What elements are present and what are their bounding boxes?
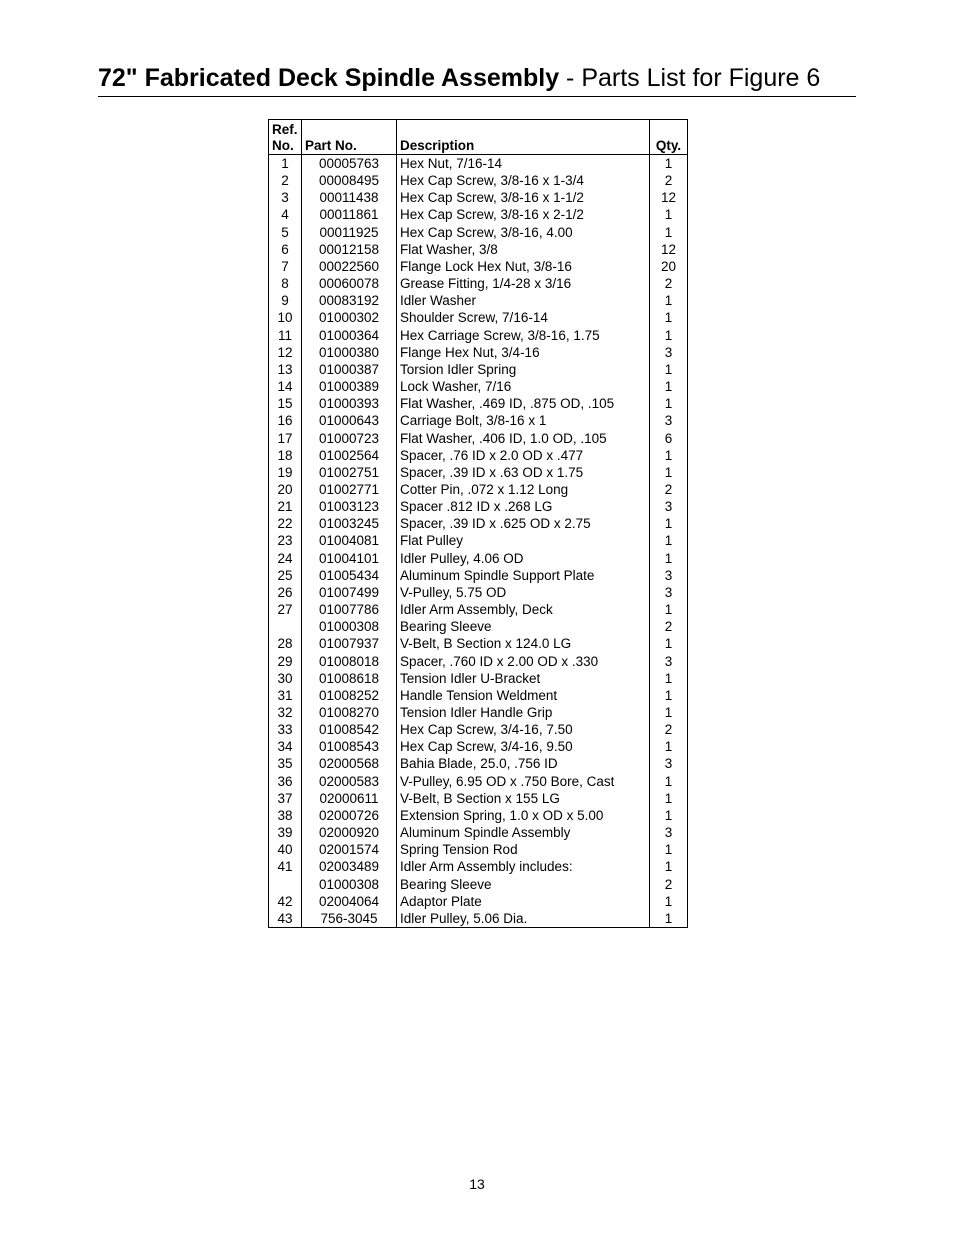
cell-ref-no: 9	[269, 292, 302, 309]
table-row	[269, 790, 688, 807]
cell-part-no: 00011861	[302, 206, 397, 223]
cell-description: Spacer, .39 ID x .625 OD x 2.75	[397, 515, 650, 532]
cell-description: Flat Washer, 3/8	[397, 241, 650, 258]
cell-qty: 1	[650, 395, 688, 412]
cell-ref-no: 10	[269, 309, 302, 326]
column-header-qty: Qty.	[650, 120, 688, 155]
cell-part-no: 01008270	[302, 704, 397, 721]
cell-qty: 1	[650, 292, 688, 309]
cell-part-no: 02000583	[302, 773, 397, 790]
cell-part-no: 01000308	[302, 876, 397, 893]
cell-ref-no: 34	[269, 738, 302, 755]
cell-part-no: 01007937	[302, 635, 397, 652]
cell-ref-no: 4	[269, 206, 302, 223]
cell-description: Idler Pulley, 5.06 Dia.	[397, 910, 650, 928]
table-row	[269, 635, 688, 652]
table-row	[269, 532, 688, 549]
table-row	[269, 412, 688, 429]
cell-ref-no: 1	[269, 155, 302, 173]
cell-description: Spring Tension Rod	[397, 841, 650, 858]
cell-description: Carriage Bolt, 3/8-16 x 1	[397, 412, 650, 429]
column-header-ref-line1: Ref.	[272, 122, 298, 137]
cell-ref-no: 19	[269, 464, 302, 481]
cell-qty: 3	[650, 412, 688, 429]
cell-part-no: 01008252	[302, 687, 397, 704]
table-row	[269, 841, 688, 858]
table-row	[269, 515, 688, 532]
table-row	[269, 206, 688, 223]
table-row	[269, 550, 688, 567]
page-number: 13	[469, 1176, 485, 1192]
table-row	[269, 876, 688, 893]
cell-qty: 1	[650, 807, 688, 824]
cell-part-no: 01002771	[302, 481, 397, 498]
cell-part-no: 01000643	[302, 412, 397, 429]
table-row	[269, 567, 688, 584]
cell-qty: 1	[650, 309, 688, 326]
cell-part-no: 01008542	[302, 721, 397, 738]
cell-description: Flat Pulley	[397, 532, 650, 549]
cell-description: Hex Cap Screw, 3/8-16, 4.00	[397, 224, 650, 241]
cell-part-no: 00022560	[302, 258, 397, 275]
column-header-part-no: Part No.	[302, 120, 397, 155]
table-row	[269, 155, 688, 173]
table-row	[269, 464, 688, 481]
cell-part-no: 02000920	[302, 824, 397, 841]
table-row	[269, 275, 688, 292]
cell-part-no: 01000387	[302, 361, 397, 378]
cell-description: Idler Washer	[397, 292, 650, 309]
table-row	[269, 704, 688, 721]
cell-qty: 20	[650, 258, 688, 275]
table-row	[269, 292, 688, 309]
table-row	[269, 584, 688, 601]
cell-qty: 1	[650, 841, 688, 858]
table-row	[269, 344, 688, 361]
cell-qty: 3	[650, 584, 688, 601]
cell-ref-no: 17	[269, 430, 302, 447]
cell-part-no: 01004081	[302, 532, 397, 549]
cell-part-no: 01000380	[302, 344, 397, 361]
cell-part-no: 02000568	[302, 755, 397, 772]
cell-part-no: 00011925	[302, 224, 397, 241]
cell-qty: 3	[650, 824, 688, 841]
cell-ref-no: 33	[269, 721, 302, 738]
cell-ref-no: 8	[269, 275, 302, 292]
cell-ref-no: 39	[269, 824, 302, 841]
cell-ref-no: 6	[269, 241, 302, 258]
cell-ref-no: 28	[269, 635, 302, 652]
cell-description: Idler Pulley, 4.06 OD	[397, 550, 650, 567]
cell-qty: 3	[650, 567, 688, 584]
page-title	[98, 62, 820, 94]
cell-ref-no: 41	[269, 858, 302, 875]
cell-ref-no: 27	[269, 601, 302, 618]
cell-part-no: 00060078	[302, 275, 397, 292]
table-row	[269, 447, 688, 464]
cell-ref-no: 12	[269, 344, 302, 361]
cell-qty: 2	[650, 172, 688, 189]
cell-ref-no: 40	[269, 841, 302, 858]
cell-qty: 1	[650, 687, 688, 704]
cell-description: Flange Hex Nut, 3/4-16	[397, 344, 650, 361]
cell-qty: 1	[650, 738, 688, 755]
cell-part-no: 01000389	[302, 378, 397, 395]
table-row	[269, 755, 688, 772]
cell-part-no: 02000726	[302, 807, 397, 824]
cell-qty: 1	[650, 773, 688, 790]
table-row	[269, 172, 688, 189]
cell-description: Spacer, .760 ID x 2.00 OD x .330	[397, 653, 650, 670]
cell-description: Spacer, .76 ID x 2.0 OD x .477	[397, 447, 650, 464]
cell-qty: 12	[650, 241, 688, 258]
table-row	[269, 361, 688, 378]
cell-qty: 3	[650, 755, 688, 772]
cell-description: Flange Lock Hex Nut, 3/8-16	[397, 258, 650, 275]
cell-description: V-Pulley, 6.95 OD x .750 Bore, Cast	[397, 773, 650, 790]
cell-ref-no: 21	[269, 498, 302, 515]
cell-qty: 1	[650, 532, 688, 549]
cell-qty: 3	[650, 498, 688, 515]
cell-qty: 2	[650, 618, 688, 635]
table-row	[269, 893, 688, 910]
page-title-bold: 72" Fabricated Deck Spindle Assembly	[98, 64, 560, 92]
cell-part-no: 01003245	[302, 515, 397, 532]
cell-description: Hex Nut, 7/16-14	[397, 155, 650, 173]
cell-ref-no: 29	[269, 653, 302, 670]
cell-part-no: 02001574	[302, 841, 397, 858]
cell-ref-no: 42	[269, 893, 302, 910]
table-row	[269, 910, 688, 928]
cell-ref-no: 14	[269, 378, 302, 395]
cell-qty: 1	[650, 858, 688, 875]
cell-ref-no: 37	[269, 790, 302, 807]
column-header-description: Description	[397, 120, 650, 155]
table-row	[269, 773, 688, 790]
table-header-row	[269, 120, 688, 155]
table-row	[269, 687, 688, 704]
cell-part-no: 01007786	[302, 601, 397, 618]
cell-qty: 1	[650, 447, 688, 464]
cell-description: Bearing Sleeve	[397, 876, 650, 893]
cell-qty: 1	[650, 327, 688, 344]
cell-ref-no: 22	[269, 515, 302, 532]
cell-qty: 2	[650, 721, 688, 738]
cell-part-no: 01000308	[302, 618, 397, 635]
cell-qty: 1	[650, 464, 688, 481]
table-row	[269, 258, 688, 275]
column-header-ref-no	[269, 120, 302, 155]
cell-qty: 1	[650, 893, 688, 910]
cell-ref-no	[269, 618, 302, 635]
cell-description: Handle Tension Weldment	[397, 687, 650, 704]
cell-qty: 1	[650, 155, 688, 173]
cell-qty: 1	[650, 790, 688, 807]
table-row	[269, 807, 688, 824]
cell-qty: 2	[650, 876, 688, 893]
cell-qty: 12	[650, 189, 688, 206]
table-row	[269, 858, 688, 875]
cell-ref-no: 13	[269, 361, 302, 378]
cell-description: Hex Cap Screw, 3/4-16, 7.50	[397, 721, 650, 738]
cell-ref-no: 18	[269, 447, 302, 464]
cell-description: Aluminum Spindle Assembly	[397, 824, 650, 841]
cell-qty: 1	[650, 704, 688, 721]
table-row	[269, 430, 688, 447]
cell-part-no: 01008018	[302, 653, 397, 670]
cell-qty: 1	[650, 601, 688, 618]
table-row	[269, 327, 688, 344]
cell-description: V-Belt, B Section x 155 LG	[397, 790, 650, 807]
table-row	[269, 738, 688, 755]
table-row	[269, 189, 688, 206]
cell-description: Grease Fitting, 1/4-28 x 3/16	[397, 275, 650, 292]
table-row	[269, 498, 688, 515]
cell-qty: 1	[650, 361, 688, 378]
cell-description: Tension Idler U-Bracket	[397, 670, 650, 687]
cell-ref-no: 11	[269, 327, 302, 344]
cell-description: Flat Washer, .469 ID, .875 OD, .105	[397, 395, 650, 412]
cell-description: Hex Cap Screw, 3/8-16 x 2-1/2	[397, 206, 650, 223]
table-row	[269, 670, 688, 687]
cell-qty: 3	[650, 653, 688, 670]
cell-part-no: 00011438	[302, 189, 397, 206]
cell-part-no: 01002751	[302, 464, 397, 481]
table-row	[269, 721, 688, 738]
cell-part-no: 01000393	[302, 395, 397, 412]
table-row	[269, 618, 688, 635]
cell-description: Adaptor Plate	[397, 893, 650, 910]
cell-part-no: 00008495	[302, 172, 397, 189]
cell-description: Hex Cap Screw, 3/8-16 x 1-1/2	[397, 189, 650, 206]
cell-ref-no: 26	[269, 584, 302, 601]
table-row	[269, 601, 688, 618]
cell-qty: 1	[650, 206, 688, 223]
cell-ref-no: 35	[269, 755, 302, 772]
cell-description: Bearing Sleeve	[397, 618, 650, 635]
cell-part-no: 01003123	[302, 498, 397, 515]
cell-qty: 3	[650, 344, 688, 361]
cell-description: V-Pulley, 5.75 OD	[397, 584, 650, 601]
table-row	[269, 395, 688, 412]
cell-description: Bahia Blade, 25.0, .756 ID	[397, 755, 650, 772]
table-row	[269, 824, 688, 841]
cell-ref-no: 36	[269, 773, 302, 790]
cell-part-no: 00005763	[302, 155, 397, 173]
page-title-rest: - Parts List for Figure 6	[559, 64, 821, 92]
cell-part-no: 00083192	[302, 292, 397, 309]
cell-description: Extension Spring, 1.0 x OD x 5.00	[397, 807, 650, 824]
cell-part-no: 02004064	[302, 893, 397, 910]
cell-ref-no: 43	[269, 910, 302, 928]
cell-ref-no: 25	[269, 567, 302, 584]
table-row	[269, 241, 688, 258]
cell-part-no: 01000723	[302, 430, 397, 447]
cell-qty: 1	[650, 224, 688, 241]
cell-ref-no: 7	[269, 258, 302, 275]
cell-description: Idler Arm Assembly, Deck	[397, 601, 650, 618]
cell-ref-no: 24	[269, 550, 302, 567]
table-row	[269, 653, 688, 670]
cell-part-no: 02003489	[302, 858, 397, 875]
cell-description: Cotter Pin, .072 x 1.12 Long	[397, 481, 650, 498]
cell-part-no: 756-3045	[302, 910, 397, 928]
column-header-ref-line2: No.	[272, 138, 294, 153]
cell-description: Spacer .812 ID x .268 LG	[397, 498, 650, 515]
table-row	[269, 378, 688, 395]
cell-qty: 1	[650, 550, 688, 567]
cell-ref-no: 38	[269, 807, 302, 824]
cell-description: Idler Arm Assembly includes:	[397, 858, 650, 875]
table-row	[269, 224, 688, 241]
cell-ref-no: 15	[269, 395, 302, 412]
cell-part-no: 01002564	[302, 447, 397, 464]
cell-qty: 2	[650, 275, 688, 292]
cell-qty: 1	[650, 378, 688, 395]
cell-description: Torsion Idler Spring	[397, 361, 650, 378]
cell-part-no: 01000302	[302, 309, 397, 326]
cell-ref-no: 3	[269, 189, 302, 206]
cell-qty: 1	[650, 635, 688, 652]
parts-table-body	[269, 155, 688, 928]
cell-part-no: 01000364	[302, 327, 397, 344]
cell-qty: 6	[650, 430, 688, 447]
cell-description: V-Belt, B Section x 124.0 LG	[397, 635, 650, 652]
cell-ref-no: 30	[269, 670, 302, 687]
cell-ref-no: 5	[269, 224, 302, 241]
cell-part-no: 00012158	[302, 241, 397, 258]
title-divider	[98, 96, 856, 97]
cell-part-no: 01007499	[302, 584, 397, 601]
cell-qty: 1	[650, 670, 688, 687]
cell-part-no: 01008618	[302, 670, 397, 687]
cell-description: Hex Carriage Screw, 3/8-16, 1.75	[397, 327, 650, 344]
parts-list-table	[268, 119, 688, 928]
cell-description: Spacer, .39 ID x .63 OD x 1.75	[397, 464, 650, 481]
cell-qty: 1	[650, 515, 688, 532]
cell-ref-no: 23	[269, 532, 302, 549]
table-row	[269, 481, 688, 498]
cell-part-no: 01005434	[302, 567, 397, 584]
table-row	[269, 309, 688, 326]
cell-description: Aluminum Spindle Support Plate	[397, 567, 650, 584]
cell-part-no: 01004101	[302, 550, 397, 567]
cell-qty: 1	[650, 910, 688, 928]
cell-ref-no: 16	[269, 412, 302, 429]
cell-ref-no: 31	[269, 687, 302, 704]
cell-ref-no: 32	[269, 704, 302, 721]
cell-description: Lock Washer, 7/16	[397, 378, 650, 395]
cell-ref-no: 20	[269, 481, 302, 498]
cell-part-no: 02000611	[302, 790, 397, 807]
cell-description: Hex Cap Screw, 3/8-16 x 1-3/4	[397, 172, 650, 189]
cell-part-no: 01008543	[302, 738, 397, 755]
cell-ref-no: 2	[269, 172, 302, 189]
cell-description: Hex Cap Screw, 3/4-16, 9.50	[397, 738, 650, 755]
cell-description: Tension Idler Handle Grip	[397, 704, 650, 721]
cell-qty: 2	[650, 481, 688, 498]
cell-ref-no	[269, 876, 302, 893]
cell-description: Flat Washer, .406 ID, 1.0 OD, .105	[397, 430, 650, 447]
cell-description: Shoulder Screw, 7/16-14	[397, 309, 650, 326]
